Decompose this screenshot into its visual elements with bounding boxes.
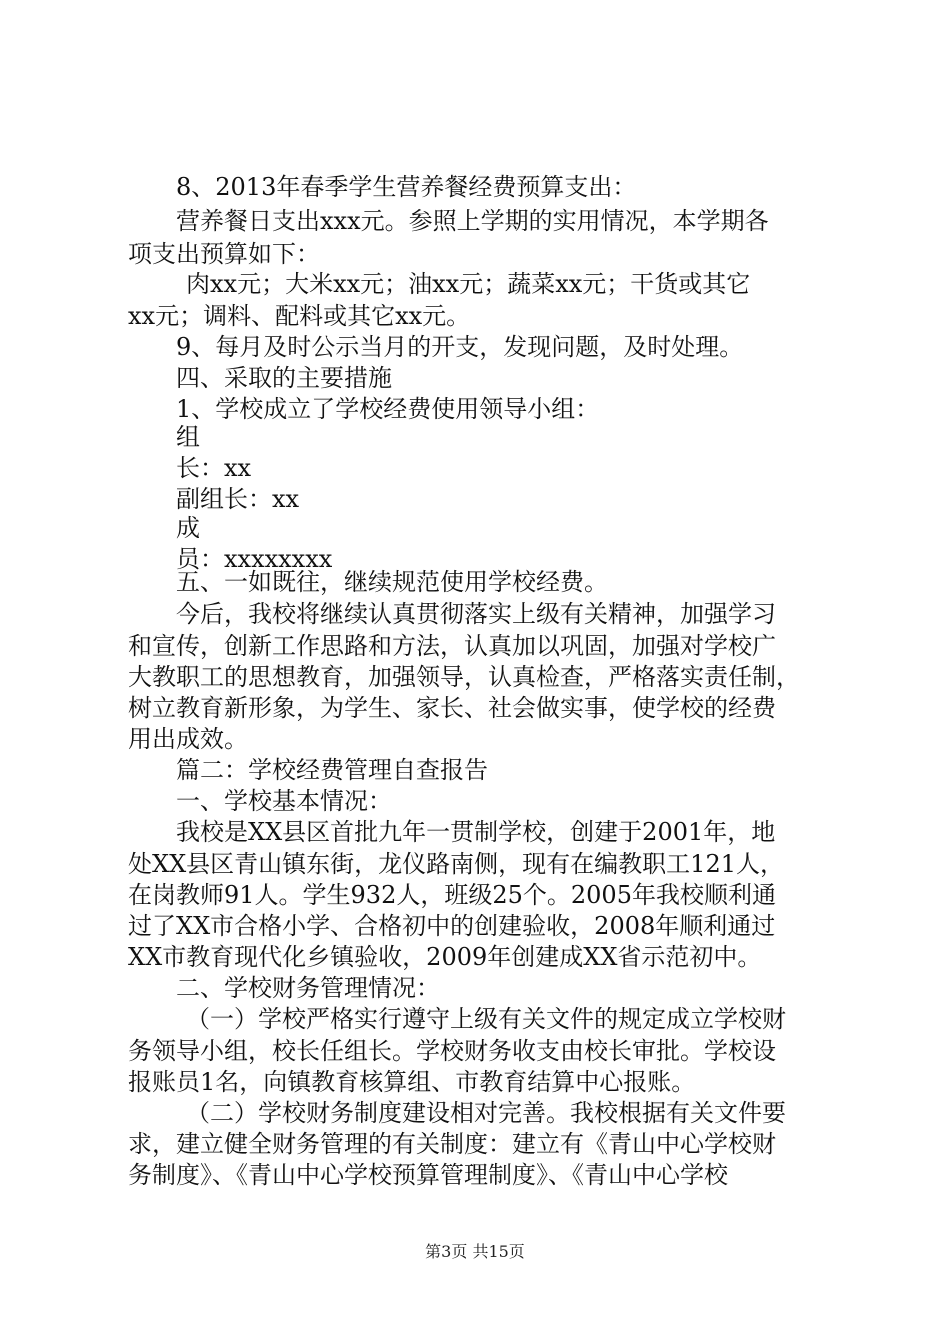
text-line: 项支出预算如下： — [128, 240, 320, 268]
text-line: 五、一如既往，继续规范使用学校经费。 — [176, 568, 608, 596]
text-line: 处XX县区青山镇东街，龙仪路南侧，现有在编教职工121人， — [128, 850, 784, 878]
text-line: 在岗教师91人。学生932人，班级25个。2005年我校顺利通 — [128, 881, 776, 909]
text-line: 长：xx — [176, 454, 252, 482]
text-line: 一、学校基本情况： — [176, 787, 392, 815]
text-line: 组 — [176, 423, 200, 451]
text-line: 用出成效。 — [128, 725, 248, 753]
text-line: 营养餐日支出xxx元。参照上学期的实用情况，本学期各 — [176, 207, 769, 235]
text-line: 二、学校财务管理情况： — [176, 974, 440, 1002]
page-number-footer: 第3页 共15页 — [425, 1242, 525, 1261]
text-line: 报账员1名，向镇教育核算组、市教育结算中心报账。 — [128, 1068, 696, 1096]
text-line: 成 — [176, 514, 200, 542]
text-line: 副组长：xx — [176, 485, 300, 513]
text-line: 大教职工的思想教育，加强领导，认真检查，严格落实责任制， — [128, 663, 800, 691]
text-line: 8、2013年春季学生营养餐经费预算支出： — [176, 173, 637, 201]
text-line: （一）学校严格实行遵守上级有关文件的规定成立学校财 — [186, 1005, 786, 1033]
text-line: 肉xx元；大米xx元；油xx元；蔬菜xx元；干货或其它 — [186, 270, 751, 298]
text-line: 篇二：学校经费管理自查报告 — [176, 756, 488, 784]
text-line: 9、每月及时公示当月的开支，发现问题，及时处理。 — [176, 333, 744, 361]
text-line: 务领导小组，校长任组长。学校财务收支由校长审批。学校设 — [128, 1037, 776, 1065]
text-line: 求，建立健全财务管理的有关制度：建立有《青山中心学校财 — [128, 1130, 776, 1158]
text-line: 我校是XX县区首批九年一贯制学校，创建于2001年，地 — [176, 818, 776, 846]
text-line: 员：xxxxxxxx — [176, 545, 333, 573]
text-line: 树立教育新形象，为学生、家长、社会做实事，使学校的经费 — [128, 694, 776, 722]
text-line: 四、采取的主要措施 — [176, 364, 392, 392]
text-line: 务制度》、《青山中心学校预算管理制度》、《青山中心学校 — [128, 1161, 728, 1189]
text-line: XX市教育现代化乡镇验收，2009年创建成XX省示范初中。 — [128, 943, 762, 971]
text-line: xx元；调料、配料或其它xx元。 — [128, 302, 471, 330]
text-line: 过了XX市合格小学、合格初中的创建验收，2008年顺利通过 — [128, 912, 776, 940]
text-line: 1、学校成立了学校经费使用领导小组： — [176, 395, 600, 423]
text-line: （二）学校财务制度建设相对完善。我校根据有关文件要 — [186, 1099, 786, 1127]
text-line: 和宣传，创新工作思路和方法，认真加以巩固，加强对学校广 — [128, 632, 776, 660]
text-line: 今后，我校将继续认真贯彻落实上级有关精神，加强学习 — [176, 600, 776, 628]
